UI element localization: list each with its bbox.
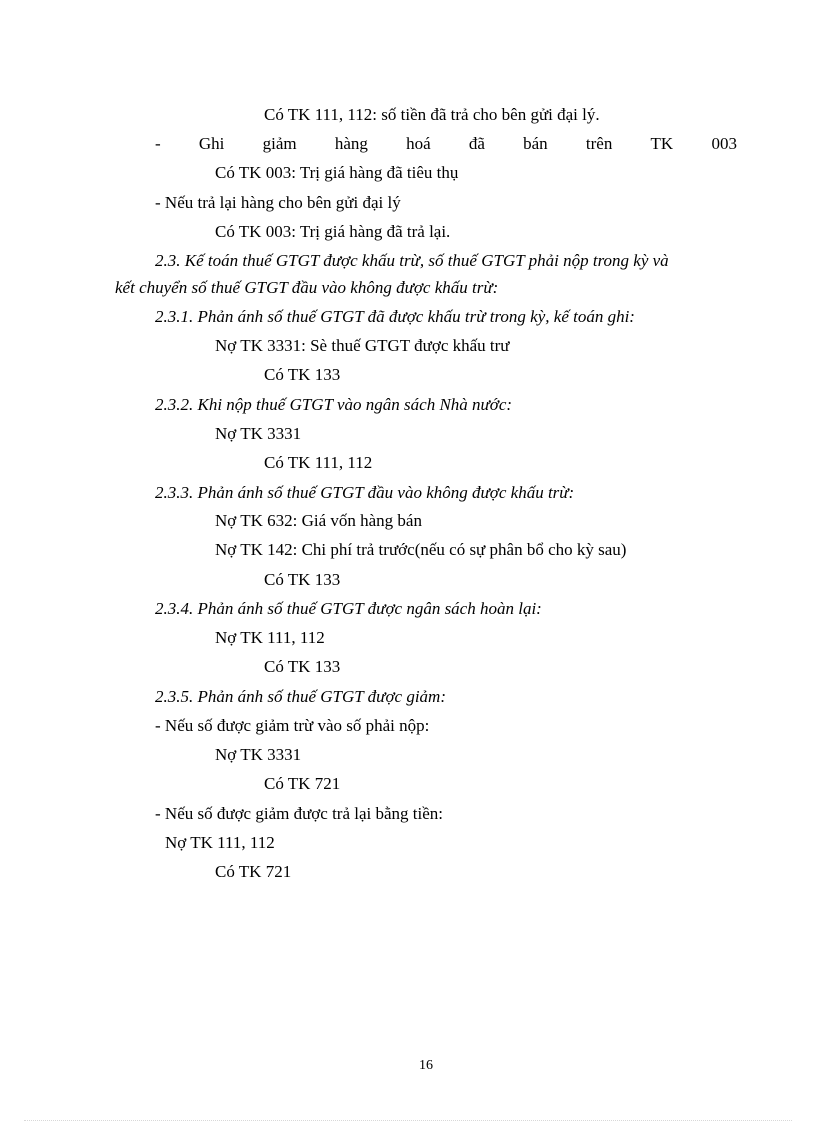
word: trên — [585, 134, 613, 153]
text-line: Có TK 721 — [264, 774, 341, 793]
page-divider — [24, 1120, 792, 1121]
text-line: Có TK 111, 112 — [264, 453, 373, 472]
word: 003 — [711, 134, 737, 153]
word: đã — [468, 134, 485, 153]
text-line: Có TK 133 — [264, 365, 341, 384]
text-line: Nợ TK 111, 112 — [165, 833, 275, 852]
text-line: Có TK 111, 112: số tiền đã trả cho bên gửi đại lý. — [264, 105, 600, 124]
text-line: - Nếu trả lại hàng cho bên gửi đại lý — [155, 193, 401, 212]
text-line: Có TK 721 — [215, 862, 292, 881]
subsection-heading: 2.3.2. Khi nộp thuế GTGT vào ngân sách Nhà nước: — [155, 395, 513, 414]
word: TK — [650, 134, 674, 153]
text-line: Nợ TK 3331 — [215, 745, 302, 764]
word: hàng — [334, 134, 368, 153]
word: Ghi — [198, 134, 225, 153]
word: - — [155, 134, 161, 153]
subsection-heading: 2.3.5. Phản ánh số thuế GTGT được giảm: — [155, 687, 446, 706]
text-line: Nợ TK 3331 — [215, 424, 302, 443]
section-heading-cont: kết chuyển số thuế GTGT đầu vào không được khấu trừ: — [115, 278, 499, 297]
text-line: Có TK 003: Trị giá hàng đã trả lại. — [215, 222, 451, 241]
subsection-heading: 2.3.1. Phản ánh số thuế GTGT đã được khấu trừ trong kỳ, kế toán ghi: — [155, 307, 635, 326]
text-line: Nợ TK 3331: Sè thuế GTGT được khấu trư — [215, 336, 510, 355]
text-line: Nợ TK 142: Chi phí trả trước(nếu có sự phân bổ cho kỳ sau) — [215, 540, 627, 559]
page-number: 16 — [419, 1058, 433, 1073]
subsection-heading: 2.3.4. Phản ánh số thuế GTGT được ngân sách hoàn lại: — [155, 599, 542, 618]
word: giảm — [262, 134, 297, 153]
text-line: Có TK 133 — [264, 570, 341, 589]
text-line: - Nếu số được giảm trừ vào số phải nộp: — [155, 716, 430, 735]
subsection-heading: 2.3.3. Phản ánh số thuế GTGT đầu vào không được khấu trừ: — [155, 483, 575, 502]
text-line: Có TK 133 — [264, 657, 341, 676]
text-line: Nợ TK 632: Giá vốn hàng bán — [215, 511, 422, 530]
text-line-justified — [155, 134, 737, 154]
word: bán — [523, 134, 548, 153]
section-heading: 2.3. Kế toán thuế GTGT được khấu trừ, số thuế GTGT phải nộp trong kỳ và — [155, 251, 669, 270]
word: hoá — [406, 134, 431, 153]
text-line: Nợ TK 111, 112 — [215, 628, 325, 647]
text-line: - Nếu số được giảm được trả lại bằng tiền: — [155, 804, 444, 823]
text-line: Có TK 003: Trị giá hàng đã tiêu thụ — [215, 163, 459, 182]
